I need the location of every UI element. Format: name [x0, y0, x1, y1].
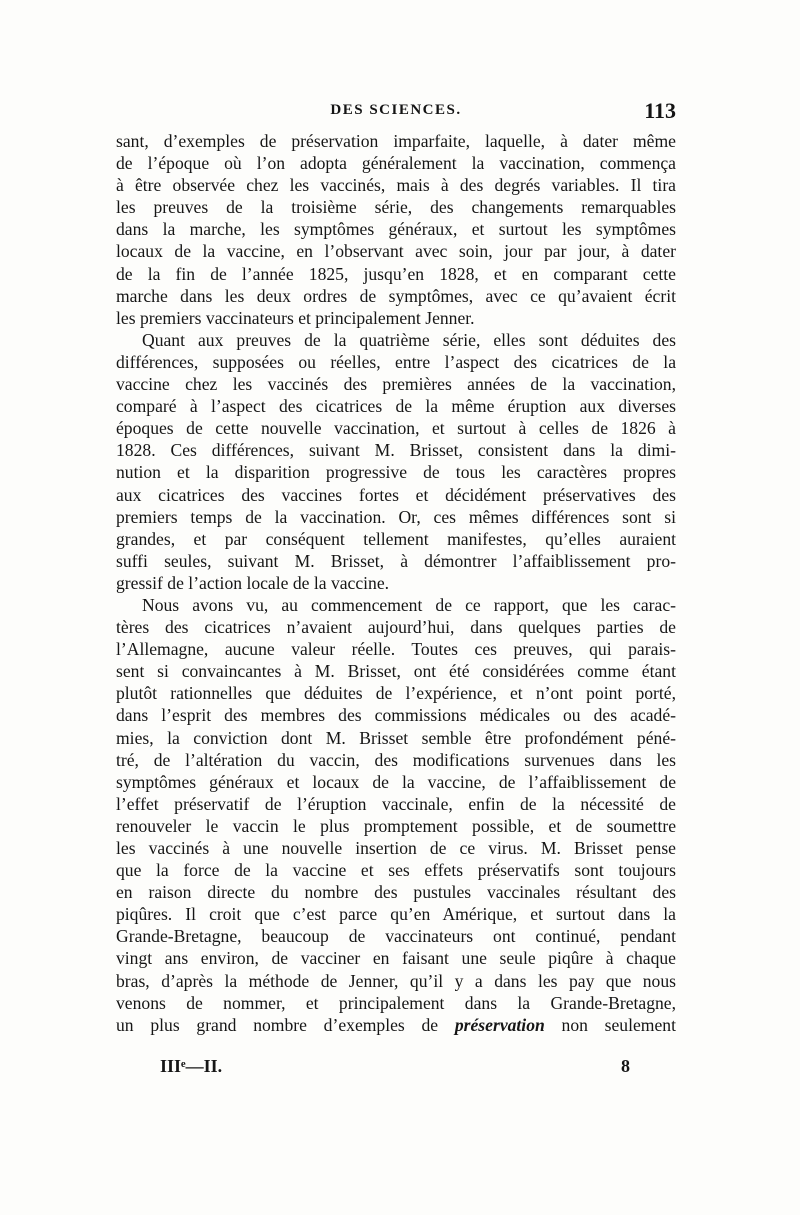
text-line: les premiers vaccinateurs et principalement Jenner. [116, 307, 475, 328]
text-line: dans la marche, les symptômes généraux, et surtout les symptômes [116, 219, 676, 240]
text-line: différences, supposées ou réelles, entre l’aspect des cicatrices de la [116, 351, 676, 372]
text-line: sant, d’exemples de préservation imparfaite, laquelle, à dater même [116, 131, 676, 151]
text-line: piqûres. Il croit que c’est parce qu’en Amérique, et surtout dans la [116, 904, 676, 925]
text-line: en raison directe du nombre des pustules vaccinales résultant des [116, 882, 676, 903]
sheet-number: 8 [621, 1056, 630, 1076]
text-line: l’Allemagne, aucune valeur réelle. Toutes ces preuves, qui parais- [116, 639, 676, 660]
text-line: à être observée chez les vaccinés, mais à des degrés variables. Il tira [116, 175, 676, 196]
signature-mark: IIIᵉ—II. [160, 1056, 223, 1076]
text-line: que la force de la vaccine et ses effets préservatifs sont toujours [116, 860, 676, 881]
text-line-final [116, 1014, 676, 1036]
running-head [116, 98, 676, 128]
text-line: Grande-Bretagne, beaucoup de vaccinateurs ont continué, pendant [116, 926, 676, 947]
text-line: renouveler le vaccin le plus promptement possible, et de soumettre [116, 815, 676, 836]
text-line: premiers temps de la vaccination. Or, ces mêmes différences sont si [116, 506, 676, 527]
page-number: 113 [644, 98, 676, 123]
signature-line [160, 1056, 630, 1082]
text-line: l’effet préservatif de l’éruption vaccinale, enfin de la nécessité de [116, 793, 676, 814]
text-line: locaux de la vaccine, en l’observant avec soin, jour par jour, à dater [116, 241, 676, 262]
text-line: venons de nommer, et principalement dans la Grande-Bretagne, [116, 992, 676, 1013]
text-line: tères des cicatrices n’avaient aujourd’hui, dans quelques parties de [116, 617, 676, 638]
text-line: nution et la disparition progressive de tous les caractères propres [116, 462, 676, 483]
text-line: de l’époque où l’on adopta généralement la vaccination, commença [116, 153, 676, 174]
text-line: marche dans les deux ordres de symptômes, avec ce qu’avaient écrit [116, 285, 676, 306]
italic-word: préservation [454, 1014, 545, 1035]
text-line: Nous avons vu, au commencement de ce rapport, que les carac- [142, 594, 676, 615]
text-line: les vaccinés à une nouvelle insertion de ce virus. M. Brisset pense [116, 838, 676, 858]
text-line: plutôt rationnelles que déduites de l’expérience, et n’ont point porté, [116, 683, 676, 704]
text-line: symptômes généraux et locaux de la vaccine, de l’affaiblissement de [116, 771, 676, 792]
text-line: vingt ans environ, de vacciner en faisant une seule piqûre à chaque [116, 948, 676, 969]
body-text [116, 130, 676, 1036]
text-line: gressif de l’action locale de la vaccine. [116, 572, 390, 593]
text-line: suffi seules, suivant M. Brisset, à démontrer l’affaiblissement pro- [116, 550, 676, 571]
text-line: les preuves de la troisième série, des changements remarquables [116, 197, 676, 218]
text-line: aux cicatrices des vaccines fortes et décidément préservatives des [116, 484, 676, 505]
text-line: bras, d’après la méthode de Jenner, qu’il y a dans les pay que nous [116, 970, 676, 991]
text-line: de la fin de l’année 1825, jusqu’en 1828, et en comparant cette [116, 263, 676, 284]
text-line: dans l’esprit des membres des commissions médicales ou des acadé- [116, 705, 676, 726]
final-line-start: un plus grand nombre d’exemples de [116, 1014, 455, 1035]
text-line: époques de cette nouvelle vaccination, et surtout à celles de 1826 à [116, 418, 676, 439]
text-line: grandes, et par conséquent tellement manifestes, qu’elles auraient [116, 528, 676, 549]
final-line-end: non seulement [544, 1014, 676, 1035]
text-line: comparé à l’aspect des cicatrices de la même éruption aux diverses [116, 396, 676, 417]
text-line: Quant aux preuves de la quatrième série, elles sont déduites des [142, 329, 676, 350]
text-line: vaccine chez les vaccinés des premières années de la vaccination, [116, 374, 676, 395]
text-line: 1828. Ces différences, suivant M. Brisset, consistent dans la dimi- [116, 440, 676, 461]
text-line: sent si convaincantes à M. Brisset, ont été considérées comme étant [116, 661, 676, 682]
text-line: mies, la conviction dont M. Brisset semble être profondément péné- [116, 727, 676, 748]
running-title: DES SCIENCES. [330, 102, 462, 118]
text-line: tré, de l’altération du vaccin, des modifications survenues dans les [116, 749, 676, 770]
